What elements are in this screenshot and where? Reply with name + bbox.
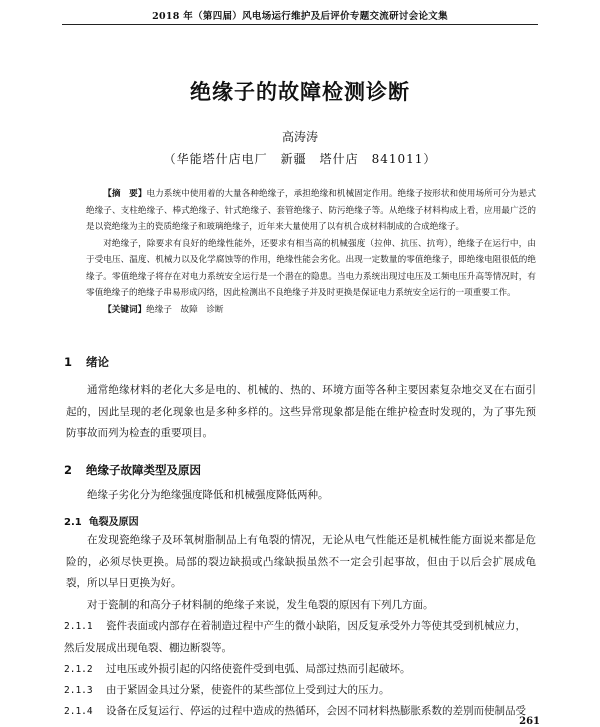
list-item-number: 2.1.4 <box>64 706 93 717</box>
subsection-2-1-number: 2.1 <box>64 517 82 528</box>
list-item-number: 2.1.2 <box>64 664 93 675</box>
list-item-text: 过电压或外损引起的闪络使瓷件受到电弧、局部过热而引起破坏。 <box>106 663 411 675</box>
subsection-2-1-heading <box>64 513 139 528</box>
list-item-text: 瓷件表面或内部存在着制造过程中产生的微小缺陷，因反复承受外力等使其受到机械应力，然后发展成出现龟裂、棚边断裂等。 <box>64 620 526 654</box>
section-2-body <box>66 485 536 507</box>
abstract-paragraph-1 <box>86 186 536 236</box>
section-1-title: 绪论 <box>86 355 109 369</box>
keywords-line <box>86 302 536 319</box>
author: 高涛涛 <box>281 130 318 144</box>
subsection-2-1-title: 龟裂及原因 <box>88 517 139 528</box>
list-item <box>64 680 536 702</box>
keywords-label: 【关键词】 <box>103 304 147 315</box>
subsection-2-1-paragraph-2: 对于瓷制的和高分子材料制的绝缘子来说，发生龟裂的原因有下列几方面。 <box>87 598 434 611</box>
section-1-heading <box>64 354 109 370</box>
keywords: 绝缘子 故障 诊断 <box>146 304 224 315</box>
list-item <box>64 616 536 659</box>
list-item <box>64 659 536 681</box>
list-item <box>64 701 536 723</box>
header-rule <box>62 24 538 25</box>
section-1-body <box>66 380 536 445</box>
list-item-number: 2.1.3 <box>64 685 93 696</box>
section-2-title: 绝缘子故障类型及原因 <box>86 463 201 477</box>
paper-title: 绝缘子的故障检测诊断 <box>190 80 410 104</box>
list-item-number: 2.1.1 <box>64 621 93 632</box>
section-2-number: 2 <box>64 463 73 477</box>
section-2-paragraph: 绝缘子劣化分为绝缘强度降低和机械强度降低两种。 <box>87 489 329 501</box>
section-1-number: 1 <box>64 355 73 369</box>
affiliation: （华能塔什店电厂 新疆 塔什店 841011） <box>163 152 437 166</box>
running-header: 2018 年（第四届）风电场运行维护及后评价专题交流研讨会论文集 <box>152 11 448 22</box>
abstract-block <box>86 186 536 318</box>
subsection-2-1-body <box>66 530 536 616</box>
subsection-2-1-paragraph-1: 在发现瓷绝缘子及环氧树脂制品上有龟裂的情况，无论从电气性能还是机械性能方面说来都是危险的，必须尽快更换。局部的裂边缺损或凸缘缺损虽然不一定会引起事故，但由于以后会扩展成龟裂，所以早日更换为好。 <box>66 534 536 589</box>
abstract-paragraph-2: 对绝缘子，除要求有良好的绝缘性能外，还要求有相当高的机械强度（拉伸、抗压、抗弯），绝缘子在运行中，由于受电压、温度、机械力以及化学腐蚀等的作用，绝缘性能会劣化。出现一定数量的零值绝缘子，即绝缘电阻很低的绝缘子。零值绝缘子将存在对电力系统安全运行是一个潜在的隐患。当电力系统出现过电压及工频电压升高等情况时，有零值绝缘子的绝缘子串易形成闪络，因此检测出不良绝缘子并及时更换是保证电力系统安全运行的一项重要工作。 <box>86 238 536 298</box>
list-item-text: 设备在反复运行、停运的过程中造成的热循环，会因不同材料热膨胀系数的差别而使制品受 <box>106 705 526 717</box>
list-item-text: 由于紧固金具过分紧，使瓷件的某些部位上受到过大的压力。 <box>106 684 390 696</box>
section-1-paragraph: 通常绝缘材料的老化大多是电的、机械的、热的、环境方面等各种主要因素复杂地交叉在右面引起的，因此呈现的老化现象也是多种多样的。这些异常现象都是能在维护检查时发现的，为了事先预防事故而列为检查的重要项目。 <box>66 384 536 439</box>
page-number: 261 <box>519 716 540 727</box>
abstract-label: 【摘 要】 <box>103 189 147 199</box>
abstract-text-1: 电力系统中使用着的大量各种绝缘子，承担绝缘和机械固定作用。绝缘子按形状和使用场所可分为悬式绝缘子、支柱绝缘子、棒式绝缘子、针式绝缘子、套管绝缘子、防污绝缘子等。从绝缘子材料构成上看，应用最广泛的是以瓷绝缘为主的瓷质绝缘子和玻璃绝缘子，近年来大量使用了以有机合成材料制成的合成绝缘子。 <box>86 189 536 232</box>
section-2-heading <box>64 462 201 478</box>
